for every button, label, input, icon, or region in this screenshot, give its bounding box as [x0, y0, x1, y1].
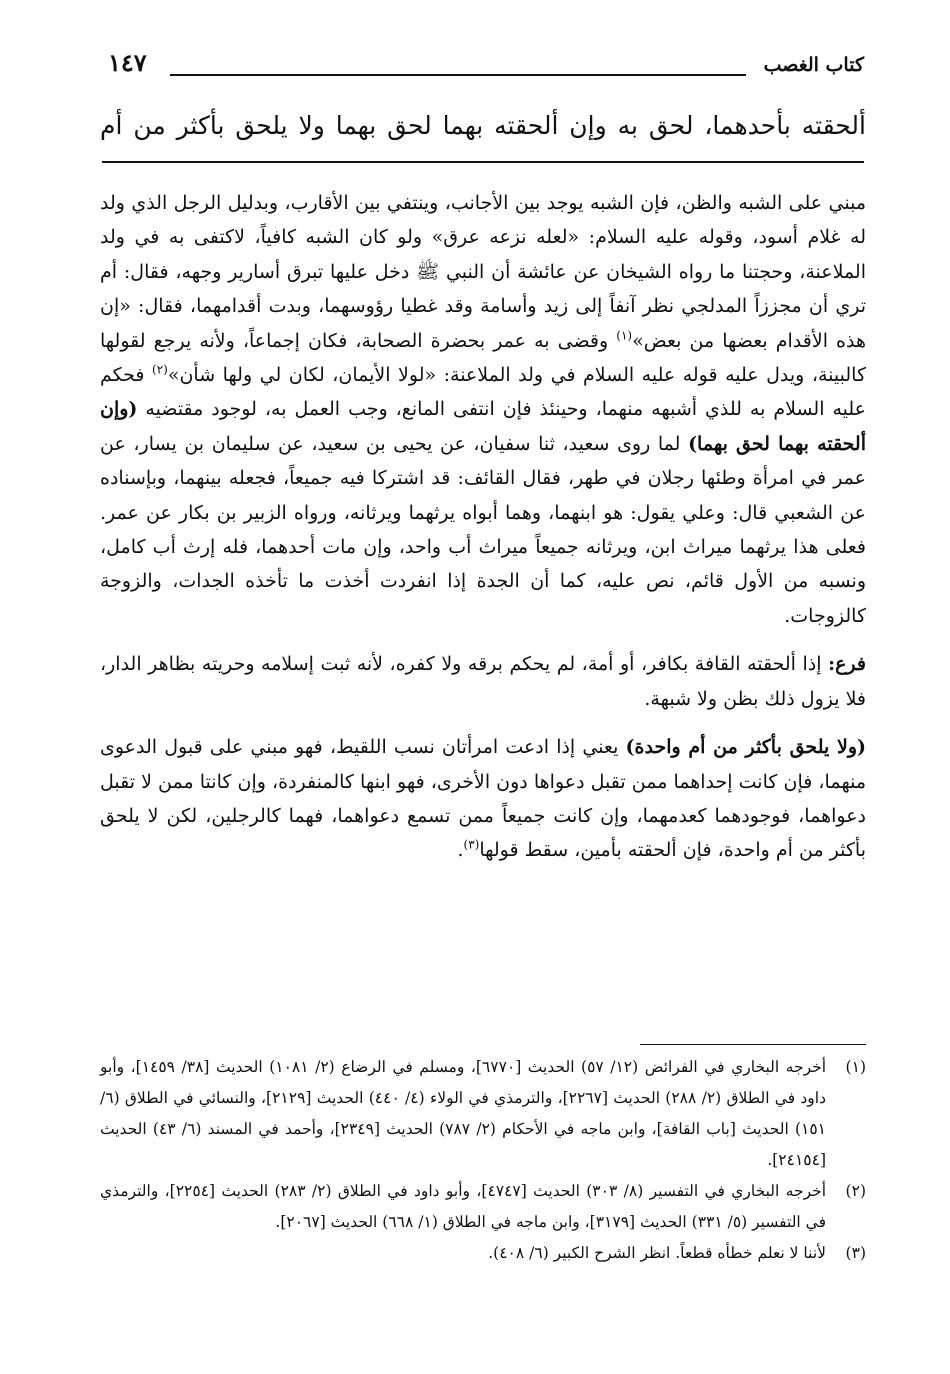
page-number: ١٤٧ [108, 48, 147, 77]
commentary-paragraph-2 [100, 647, 866, 716]
footnote-ref-2: (٢) [152, 362, 168, 377]
footnote-text: أخرجه البخاري في التفسير (٨/ ٣٠٣) الحديث [٤٧٤٧]، وأبو داود في الطلاق (٢/ ٢٨٣) الحديث [٢٢٥٤]، والترمذي في التفسير (٥/ ٣٣١) الحديث [٣١٧٩]، وابن ماجه في الطلاق (١/ ٦٦٨) الحديث [٢٠٦٧]. [100, 1182, 827, 1231]
chapter-title: كتاب الغصب [763, 54, 864, 76]
main-text-separator [102, 161, 864, 163]
quoted-matn: (وإن ألحقته بهما لحق بهما) [100, 398, 866, 455]
commentary-text: فحكم عليه السلام به للذي أشبهه منهما، وحينئذ فإن انتفى المانع، وجب العمل به، لوجود مقتضيه [100, 364, 866, 421]
footnote-number: (٣) [845, 1244, 866, 1262]
running-header [108, 46, 864, 82]
branch-label: فرع: [828, 653, 866, 676]
footnotes [100, 1052, 866, 1269]
commentary-text: مبني على الشبه والظن، فإن الشبه يوجد بين الأجانب، وينتفي بين الأقارب، وبدليل الرجل الذي ولد له غلام أسود، وقوله عليه السلام: «لعله نزعه عرق» ولو كان الشبه كافياً، لاكتفى به في ولد الملاعنة، وحجتنا ما رواه الشيخان عن عائشة أن النبي ﷺ دخل عليها تبرق أسارير وجهه، فقال: أم تري أن مجززاً المدلجي نظر آنفاً إلى زيد وأسامة وقد غطيا رؤوسهما، وبدت أقدامهما، فقال: «إن هذه الأقدام بعضها من بعض» [100, 192, 866, 352]
footnote-ref-1: (١) [616, 328, 633, 343]
commentary-text: إذا ألحقته القافة بكافر، أو أمة، لم يحكم برقه ولا كفره، لأنه ثبت إسلامه وحريته بظاهر الدار، فلا يزول ذلك بظن ولا شبهة. [100, 653, 866, 710]
quoted-matn: (ولا يلحق بأكثر من أم واحدة) [625, 736, 867, 759]
commentary-text: يعني إذا ادعت امرأتان نسب اللقيط، فهو مبني على قبول الدعوى منهما، فإن كانت إحداهما ممن تقبل دعواها دون الأخرى، فهو ابنها كالمنفردة، وإن كانتا ممن لا تقبل دعواهما، فوجودهما كعدمهما، وإن كانت جميعاً ممن تسمع دعواهما، فهما كالرجلين، لكن لا يلحق بأكثر من أم واحدة، فإن ألحقته بأمين، سقط قولها [100, 736, 866, 862]
footnote-separator [640, 1044, 866, 1045]
commentary-text: لما روى سعيد، ثنا سفيان، عن يحيى بن سعيد، عن سليمان بن يسار، عن عمر في امرأة وطئها رجلان في طهر، فقال القائف: قد اشتركا فيه جميعاً، فجعله بينهما، وبإسناده عن الشعبي قال: وعلي يقول: هو ابنهما، وهما أبواه يرثهما ويرثانه، ورواه الزبير بن بكار عن عمر. فعلى هذا يرثهما ميراث ابن، ويرثانه جميعاً ميراث أب واحد، وإن مات أحدهما، فله إرث أب كامل، ونسبه من الأول قائم، نص عليه، كما أن الجدة إذا انفردت أخذت ما تأخذه الجدات، والزوجة كالزوجات. [100, 432, 866, 627]
footnote-number: (٢) [845, 1182, 866, 1200]
commentary [100, 186, 866, 868]
commentary-paragraph-3 [100, 730, 866, 868]
commentary-paragraph-1 [100, 186, 866, 633]
footnote-3 [100, 1238, 866, 1269]
footnote-number: (١) [845, 1058, 866, 1076]
footnote-2 [100, 1176, 866, 1238]
main-text-line: ألحقته بأحدهما، لحق به وإن ألحقته بهما لحق بهما ولا يلحق بأكثر من أم [100, 111, 866, 140]
header-rule [170, 74, 746, 76]
footnote-text: لأننا لا نعلم خطأه قطعاً. انظر الشرح الكبير (٦/ ٤٠٨). [488, 1244, 826, 1262]
commentary-text: وقضى به عمر بحضرة الصحابة، فكان إجماعاً، ولأنه يرجع لقولها كالبينة، ويدل عليه قوله عليه السلام في ولد الملاعنة: «لولا الأيمان، لكان لي ولها شأن» [100, 329, 867, 387]
commentary-text: . [457, 839, 464, 862]
footnote-text: أخرجه البخاري في الفرائض (١٢/ ٥٧) الحديث [٦٧٧٠]، ومسلم في الرضاع (٢/ ١٠٨١) الحديث [٣٨/ ١٤٥٩]، وأبو داود في الطلاق (٢/ ٢٨٨) الحديث [٢٢٦٧]، والترمذي في الولاء (٤/ ٤٤٠) الحديث [٢١٢٩]، والنسائي في الطلاق (٦/ ١٥١) الحديث [باب القافة]، وابن ماجه في الأحكام (٢/ ٧٨٧) الحديث [٢٣٤٩]، وأحمد في المسند (٦/ ٤٣) الحديث [٢٤١٥٤]. [100, 1058, 827, 1169]
footnote-ref-3: (٣) [463, 837, 480, 852]
footnote-1 [100, 1052, 866, 1176]
